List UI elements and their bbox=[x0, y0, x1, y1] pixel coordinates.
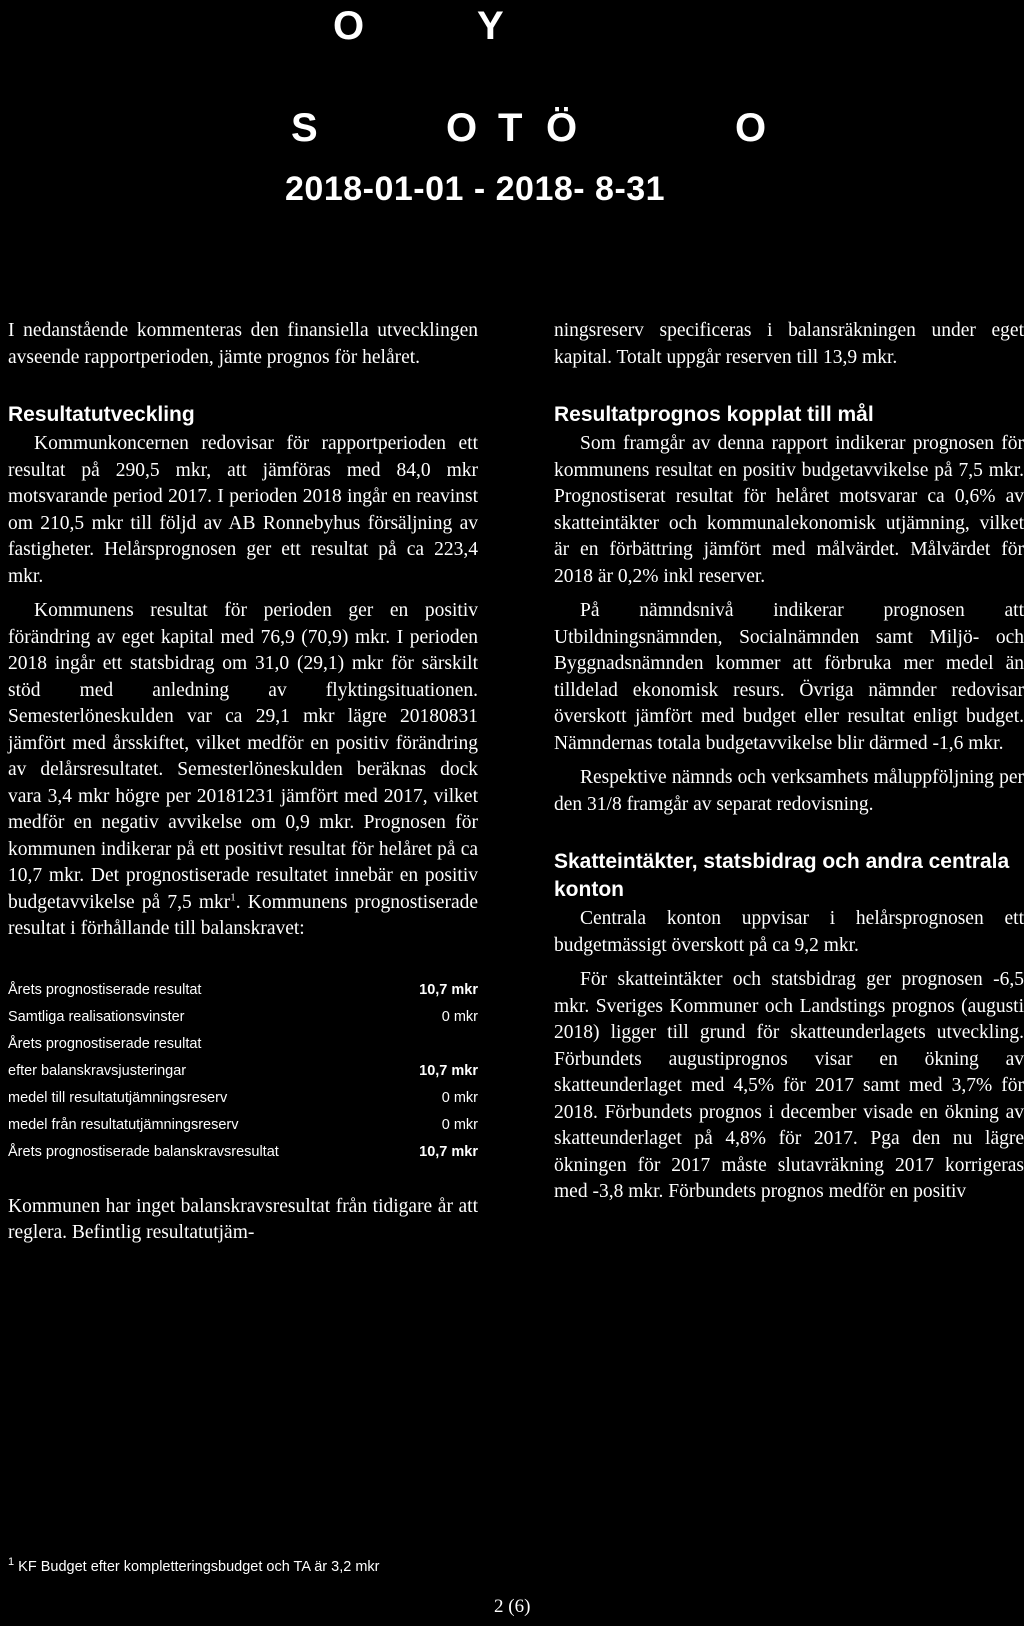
table-row bbox=[8, 1112, 478, 1139]
section-heading-skatteintakter: Skatteintäkter, statsbidrag och andra centrala konton bbox=[554, 850, 1010, 901]
table-row-value: 0 mkr bbox=[441, 1116, 478, 1133]
paragraph bbox=[8, 598, 478, 943]
header-fragment: T bbox=[498, 106, 523, 150]
table-row-label: efter balanskravsjusteringar bbox=[8, 1062, 187, 1079]
table-row bbox=[8, 1004, 478, 1031]
table-row-label: medel från resultatutjämningsreserv bbox=[8, 1116, 239, 1133]
table-row-label: medel till resultatutjämningsreserv bbox=[8, 1089, 228, 1106]
left-column bbox=[8, 318, 478, 1247]
footnote-marker: 1 bbox=[8, 1556, 15, 1569]
table-row bbox=[8, 1058, 478, 1085]
paragraph: ningsreserv specificeras i balansräkningen under eget kapital. Totalt uppgår reserven till 13,9 mkr. bbox=[554, 320, 1024, 368]
paragraph: Som framgår av denna rapport indikerar prognosen för kommunens resultat en positiv budgetavvikelse på 7,5 mkr. Prognostiserat resultat för helåret motsvarar ca 0,6% av skatteintäkter och kommunalekonomisk utjämning, vilket är en förbättring jämfört med målvärdet. Målvärdet för 2018 är 0,2% inkl reserver. bbox=[554, 433, 1024, 587]
paragraph-text: Kommunens resultat för perioden ger en positiv förändring av eget kapital med 76,9 (70,9) mkr. I perioden 2018 ingår ett statsbidrag om 31,0 (29,1) mkr för särskilt stöd med anledning av flyktingsituationen. Semesterlöneskulden var ca 29,1 mkr lägre 20180831 jämfört med årsskiftet, vilket medför en positiv förändring av delårsresultatet. Semesterlöneskulden beräknas dock vara 3,4 mkr högre per 20181231 jämfört med 2017, vilket medför en negativ avvikelse om 0,9 mkr. Prognosen för kommunen indikerar på ett positivt resultat för helåret på ca 10,7 mkr. Det prognostiserade resultatet innebär en positiv budgetavvikelse på 7,5 mkr bbox=[8, 600, 478, 913]
paragraph: Respektive nämnds och verksamhets måluppföljning per den 31/8 framgår av separat redovisning. bbox=[554, 767, 1024, 815]
table-row-label: Samtliga realisationsvinster bbox=[8, 1008, 185, 1025]
header-fragment: O bbox=[333, 4, 365, 48]
table-row-value: 10,7 mkr bbox=[419, 1143, 478, 1160]
paragraph: För skatteintäkter och statsbidrag ger prognosen -6,5 mkr. Sveriges Kommuner och Landstings prognos (augusti 2018) ligger till grund för skatteunderlagets utveckling. Förbundets augustiprognos visar en ökning av skatteunderlaget med 4,5% för 2017 samt med 3,7% för 2018. Förbundets prognos i december visade en ökning av skatteunderlaget på 4,8% för 2017. Pga den nu lägre ökningen för 2017 måste slutavräkning 2017 korrigeras med -3,8 mkr. Förbundets prognos medför en positiv bbox=[554, 969, 1024, 1202]
table-row bbox=[8, 1085, 478, 1112]
table-row-label: Årets prognostiserade resultat bbox=[8, 981, 202, 998]
header-fragment: S bbox=[291, 106, 318, 150]
footnote-text: KF Budget efter kompletteringsbudget och TA är 3,2 mkr bbox=[14, 1559, 380, 1575]
table-row bbox=[8, 977, 478, 1004]
page-number: 2 (6) bbox=[494, 1596, 531, 1617]
table-row-value: 10,7 mkr bbox=[419, 1062, 478, 1079]
paragraph-text: . Kommunens prognostiserade resultat i förhållande till balanskravet: bbox=[8, 891, 478, 939]
table-row-value bbox=[368, 1031, 478, 1058]
report-period-text: 2018-01-01 - 2018- 8-31 bbox=[285, 170, 666, 208]
intro-paragraph: I nedanstående kommenteras den finansiella utvecklingen avseende rapportperioden, jämte prognos för helåret. bbox=[8, 320, 478, 368]
header-fragment: O bbox=[735, 106, 767, 150]
right-column bbox=[554, 318, 1024, 1206]
footnote-reference: 1 bbox=[230, 891, 236, 903]
table-row-label: Årets prognostiserade resultat bbox=[8, 1035, 202, 1052]
paragraph: Centrala konton uppvisar i helårsprognosen ett budgetmässigt överskott på ca 9,2 mkr. bbox=[554, 908, 1024, 956]
table-row-value: 0 mkr bbox=[441, 1008, 478, 1025]
table-row bbox=[8, 1031, 478, 1058]
table-row-value: 10,7 mkr bbox=[419, 981, 478, 998]
header-fragment: Y bbox=[477, 4, 504, 48]
footnote bbox=[8, 1556, 380, 1575]
paragraph: Kommunen har inget balanskravsresultat från tidigare år att reglera. Befintlig resultatutjäm- bbox=[8, 1195, 478, 1243]
header-fragment: Ö bbox=[546, 106, 578, 150]
balance-requirement-table bbox=[8, 977, 478, 1166]
section-heading-resultatprognos: Resultatprognos kopplat till mål bbox=[554, 403, 874, 426]
paragraph: Kommunkoncernen redovisar för rapportperioden ett resultat på 290,5 mkr, att jämföras med 84,0 mkr motsvarande period 2017. I perioden 2018 ingår en reavinst om 210,5 mkr till följd av AB Ronnebyhus försäljning av fastigheter. Helårsprognosen ger ett resultat på ca 223,4 mkr. bbox=[8, 433, 478, 587]
section-heading-resultatutveckling: Resultatutveckling bbox=[8, 403, 195, 426]
paragraph: På nämndsnivå indikerar prognosen att Utbildningsnämnden, Socialnämnden samt Miljö- och Byggnadsnämnden kommer att förbruka mer medel än tilldelad ekonomisk resurs. Övriga nämnder redovisar överskott jämfört med budget eller resultat enligt budget. Nämndernas totala budgetavvikelse blir därmed -1,6 mkr. bbox=[554, 600, 1024, 754]
header-fragment: O bbox=[446, 106, 478, 150]
table-row-value: 0 mkr bbox=[441, 1089, 478, 1106]
table-row-label: Årets prognostiserade balanskravsresultat bbox=[8, 1143, 279, 1160]
table-row bbox=[8, 1139, 478, 1166]
